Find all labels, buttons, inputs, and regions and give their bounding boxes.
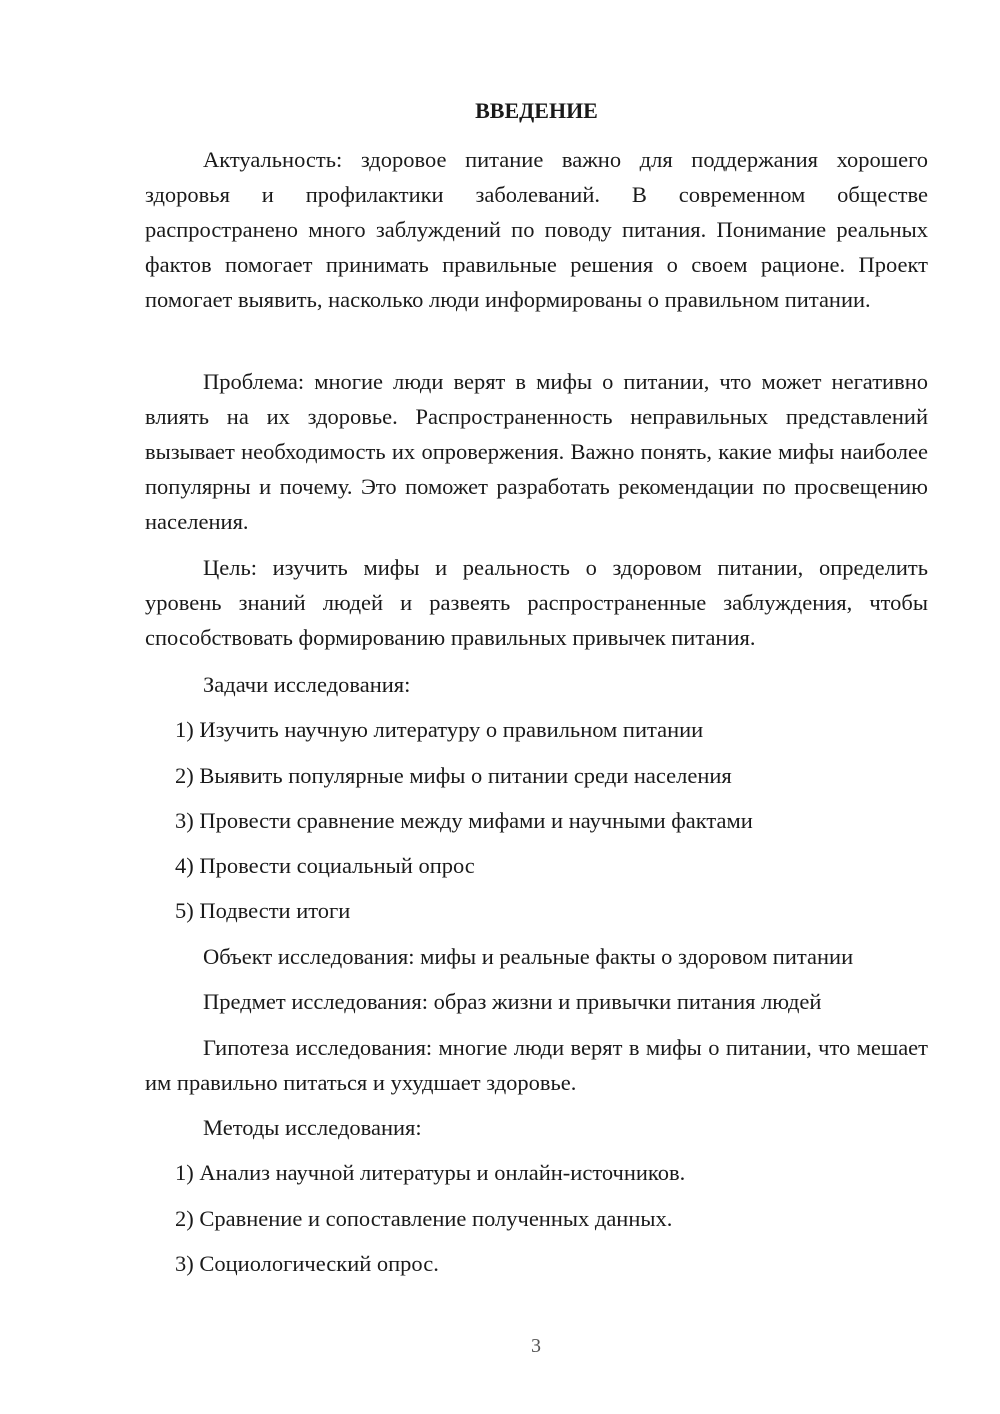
- page-title: ВВЕДЕНИЕ: [475, 98, 598, 123]
- task-item: 4) Провести социальный опрос: [175, 853, 475, 878]
- subject-line: Предмет исследования: образ жизни и привычки питания людей: [203, 989, 822, 1014]
- method-item: 2) Сравнение и сопоставление полученных данных.: [175, 1206, 673, 1231]
- hypothesis-paragraph: Гипотеза исследования: многие люди верят в мифы о питании, что мешает им правильно питаться и ухудшает здоровье.: [145, 1035, 928, 1095]
- object-line: Объект исследования: мифы и реальные факты о здоровом питании: [203, 944, 854, 969]
- method-item: 1) Анализ научной литературы и онлайн-источников.: [175, 1160, 686, 1185]
- task-item: 5) Подвести итоги: [175, 898, 351, 923]
- task-item: 2) Выявить популярные мифы о питании среди населения: [175, 763, 732, 788]
- problem-paragraph: Проблема: многие люди верят в мифы о питании, что может негативно влиять на их здоровье. Распространенность неправильных представлений вызывает необходимость их опровержения. Важно понять, какие мифы наиболее популярны и почему. Это поможет разработать рекомендации по просвещению населения.: [145, 369, 928, 534]
- task-item: 3) Провести сравнение между мифами и научными фактами: [175, 808, 753, 833]
- method-item: 3) Социологический опрос.: [175, 1251, 439, 1276]
- task-item: 1) Изучить научную литературу о правильном питании: [175, 717, 704, 742]
- relevance-paragraph: Актуальность: здоровое питание важно для поддержания хорошего здоровья и профилактики заболеваний. В современном обществе распространено много заблуждений по поводу питания. Понимание реальных фактов помогает принимать правильные решения о своем рационе. Проект помогает выявить, насколько люди информированы о правильном питании.: [145, 147, 928, 312]
- methods-title: Методы исследования:: [203, 1115, 422, 1140]
- page-number: 3: [531, 1335, 541, 1357]
- tasks-title: Задачи исследования:: [203, 672, 411, 697]
- goal-paragraph: Цель: изучить мифы и реальность о здоровом питании, определить уровень знаний людей и развеять распространенные заблуждения, чтобы способствовать формированию правильных привычек питания.: [145, 555, 928, 650]
